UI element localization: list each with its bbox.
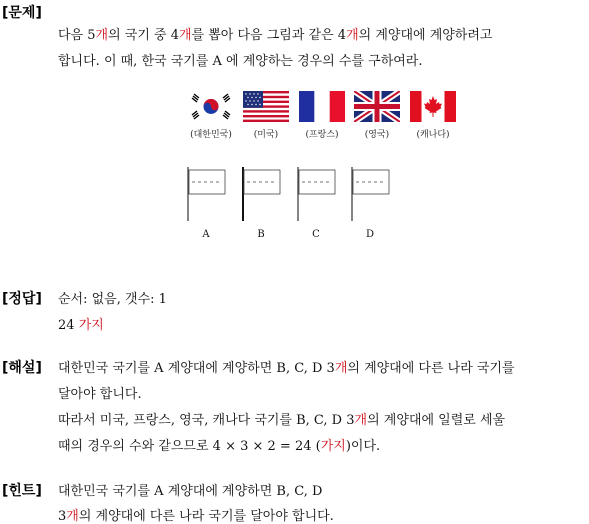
flag-caption: (미국): [253, 130, 279, 140]
hint-line-2: 3개의 계양대에 다른 나라 국기를 달아야 합니다.: [58, 509, 334, 524]
explanation-line-1: 대한민국 국기를 A 계양대에 계양하면 B, C, D 3개의 계양대에 다른 나라 국기를: [58, 361, 515, 376]
flag-caption: (프랑스): [305, 130, 339, 140]
pole-label-c: C: [312, 229, 320, 240]
flagpole-a: [186, 166, 234, 222]
canada-flag-icon: [410, 91, 456, 122]
flagpole-c: [296, 166, 344, 222]
answer-line-2: 24 가지: [58, 318, 104, 333]
problem-line-1: 다음 5개의 국기 중 4개를 뽑아 다음 그림과 같은 4개의 계양대에 계양하려고: [58, 28, 493, 43]
explanation-line-4: 때의 경우의 수와 같으므로 4 × 3 × 2 = 24 (가지)이다.: [58, 439, 381, 454]
france-flag-icon: [299, 91, 345, 122]
south-korea-flag-icon: [188, 91, 234, 122]
flag-caption: (캐나다): [416, 130, 450, 140]
pole-label-d: D: [365, 229, 375, 240]
usa-flag-icon: [243, 91, 289, 122]
answer-line-1: 순서: 없음, 갯수: 1: [58, 292, 167, 307]
explanation-label: [해설]: [2, 360, 42, 376]
hint-label: [힌트]: [2, 483, 42, 499]
hint-line-1: 대한민국 국기를 A 계양대에 계양하면 B, C, D: [58, 484, 323, 499]
pole-label-a: A: [202, 229, 210, 240]
explanation-line-3: 따라서 미국, 프랑스, 영국, 캐나다 국기를 B, C, D 3개의 계양대에 일렬로 세울: [58, 413, 506, 428]
flagpole-b: [241, 166, 289, 222]
explanation-line-2: 달아야 합니다.: [58, 387, 142, 402]
pole-label-b: B: [257, 229, 265, 240]
flag-caption: (영국): [364, 130, 390, 140]
flag-caption: (대한민국): [190, 130, 232, 140]
problem-line-2: 합니다. 이 때, 한국 국기를 A 에 계양하는 경우의 수를 구하여라.: [58, 54, 423, 69]
flagpole-d: [350, 166, 398, 222]
problem-label: [문제]: [2, 5, 42, 21]
answer-label: [정답]: [2, 291, 42, 307]
uk-flag-icon: [354, 91, 400, 122]
